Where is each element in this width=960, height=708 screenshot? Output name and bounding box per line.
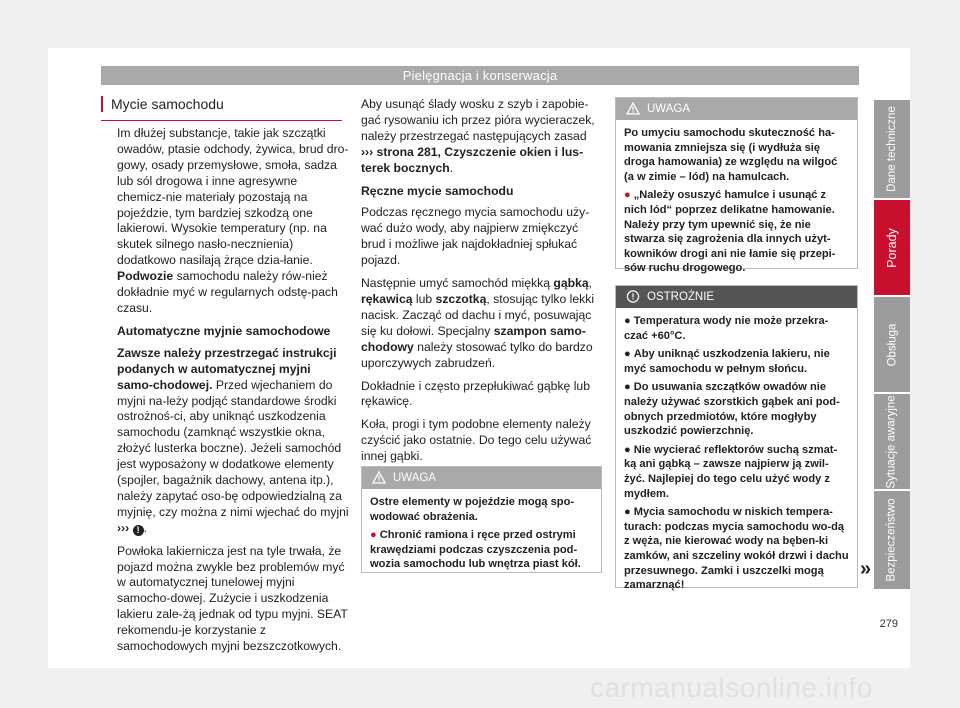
tab-obsluga[interactable] xyxy=(874,297,910,392)
text: Im dłużej substancje, takie jak szczątki owadów, ptasie odchody, żywica, brud dro-gowy, osady przemysłowe, smoła, sadza lub sól drogowa i inne agresywne chemicz-nie materiały pozostają na pojeździe, tym bardziej szkodzą one lakierowi. Wysokie temperatury (np. na skutek silnego nasło-necznienia) dodatkowo nasilają żrące dzia-łanie. xyxy=(117,126,349,268)
bullet-icon: ● xyxy=(370,529,377,542)
warning-circle-icon: ! xyxy=(133,525,144,536)
accent-bar xyxy=(101,96,103,112)
paragraph-hand-wash: Podczas ręcznego mycia samochodu uży-wać dużo wody, aby najpierw zmiękczyć brud i możliwe jak najdokładniej spłukać pojazd. xyxy=(361,205,590,268)
text: samochodu należy rów-nież dokładnie myć w regularnych odstę-pach czasu. xyxy=(117,269,338,315)
paragraph-intro xyxy=(117,126,349,317)
column-middle xyxy=(361,97,602,472)
paragraph-paint: Powłoka lakiernicza jest na tyle trwała, że pojazd można zwykle bez problemów myć w automatycznej tunelowej myjni samocho-dowej. Zużycie i uszkodzenia lakieru zale-żą jednak od typu myjni. SEAT rekomendu-je korzystanie z samochodowych myjni bezszczotkowych. xyxy=(117,543,348,654)
page-header: Pielęgnacja i konserwacja xyxy=(101,66,859,85)
caution-circle-icon xyxy=(626,290,640,303)
cross-reference-link[interactable]: ››› xyxy=(117,520,130,535)
caution-item xyxy=(624,380,849,438)
section-heading xyxy=(101,94,342,121)
text: Nie wycierać reflektorów suchą szmat-ką ani gąbką – zawsze najpierw ją zwil-żyć. Najlepiej do tego celu użyć wody z mydłem. xyxy=(624,443,838,500)
caution-item xyxy=(624,443,849,501)
caution-item xyxy=(624,347,849,376)
bold-instruction: Zawsze należy przestrzegać instrukcji podanych w automatycznej myjni samo-chodowej. xyxy=(117,345,337,392)
warning-title: UWAGA xyxy=(647,103,691,115)
bullet-icon: ● xyxy=(624,381,631,394)
bold-term: gąbką xyxy=(553,276,589,291)
paragraph-wheels: Koła, progi i tym podobne elementy należy czyścić jako ostatnie. Do tego celu używać innej gąbki. xyxy=(361,417,592,464)
caution-title: OSTROŻNIE xyxy=(647,291,715,303)
warning-intro: Po umyciu samochodu skuteczność ha-mowania zmniejsza się (i wydłuża się droga hamowania) ze względu na wilgoć (a w zimie – lód) na hamulcach. xyxy=(624,127,838,183)
caution-box xyxy=(615,285,858,592)
column-left xyxy=(117,126,349,662)
bullet-icon: ● xyxy=(624,348,631,361)
text: należy stosować tylko do bardzo uporczywych zabrudzeń. xyxy=(361,339,593,370)
tab-label: Sytuacje awaryjne xyxy=(886,394,899,489)
subheading-hand-wash: Ręczne mycie samochodu xyxy=(361,183,514,198)
paragraph-rinse: Dokładnie i często przepłukiwać gąbkę lub rękawicę. xyxy=(361,378,590,409)
tab-sytuacje-awaryjne[interactable] xyxy=(874,394,910,489)
paragraph-wax: Aby usunąć ślady wosku z szyb i zapobie-gać rysowaniu ich przez pióra wycieraczek, należy przestrzegać następujących zasad ››› strona 281, Czyszczenie okien i lus-terek bocznych. xyxy=(361,97,595,175)
caution-box-header xyxy=(616,286,857,308)
bold-term: szampon samo-chodowy xyxy=(361,323,586,354)
text: Mycia samochodu w niskich tempera-turach: podczas mycia samochodu wo-dą z węża, nie kierować wody na bęben-ki zamków, ani szczeliny wokół drzwi i dachu przesuwnego. Zamki i uszczelki mogą zamarznąć! xyxy=(624,506,849,592)
continue-arrow-icon: » xyxy=(860,558,872,580)
tab-label: Bezpieczeństwo xyxy=(886,498,899,582)
warning-intro: Ostre elementy w pojeździe mogą spo-wodować obrażenia. xyxy=(370,496,575,523)
bold-term: szczotką xyxy=(435,291,487,306)
warning-box-header xyxy=(362,467,601,489)
warning-box-body xyxy=(616,120,857,286)
tab-label: Obsługa xyxy=(886,323,898,366)
text: Do usuwania szczątków owadów nie należy używać szorstkich gąbek ani pod-obnych przedmiotów, które mogłyby uszkodzić powierzchnię. xyxy=(624,381,840,438)
warning-title: UWAGA xyxy=(393,472,437,484)
warning-box-body xyxy=(362,489,601,582)
warning-box-header xyxy=(616,98,857,120)
watermark: carmanualsonline.info xyxy=(590,672,873,703)
text: Przed wjechaniem do myjni na-leży podjąć standardowe środki ostrożnoś-ci, aby uniknąć uszkodzenia samochodu (zamknąć wszystkie okna, złożyć lusterka boczne). Jeżeli samochód jest wyposażony w dodatkowe elementy (spojler, bagażnik dachowy, antena itp.), należy zapytać oso-bę odpowiedzialną za myjnię, czy można z nimi wjechać do myjni xyxy=(117,377,349,519)
caution-item xyxy=(624,314,849,343)
text: „Należy osuszyć hamulce i usunąć z nich lód“ poprzez delikatne hamowanie. Należy przy tym upewnić się, że nie stwarza się zagrożenia dla innych użyt-kowników drogi ani nie łamie się przepi-sów ruchu drogowego. xyxy=(624,189,836,275)
text: Aby uniknąć uszkodzenia lakieru, nie myć samochodu w pełnym słońcu. xyxy=(624,348,830,375)
tab-bezpieczenstwo[interactable] xyxy=(874,491,910,589)
page-number: 279 xyxy=(879,618,898,630)
tab-dane-techniczne[interactable] xyxy=(874,100,910,198)
tab-porady[interactable] xyxy=(874,200,910,295)
warning-box-sharp-edges xyxy=(361,466,602,573)
paragraph-automatic-wash: Zawsze należy przestrzegać instrukcji podanych w automatycznej myjni samo-chodowej. Przed wjechaniem do myjni na-leży podjąć standardowe środki ostrożnoś-ci, aby uniknąć uszkodzenia samochodu (zamknąć wszystkie okna, złożyć lusterka boczne). Jeżeli samochód jest wyposażony w dodatkowe elementy (spojler, bagażnik dachowy, antena itp.), należy zapytać oso-bę odpowiedzialną za myjnię, czy można z nimi wjechać do myjni ››› ! . xyxy=(117,345,349,535)
warning-item xyxy=(624,188,849,276)
subheading-automatic-wash: Automatyczne myjnie samochodowe xyxy=(117,323,331,338)
text: Chronić ramiona i ręce przed ostrymi krawędziami podczas czyszczenia pod-wozia samochodu lub wnętrza piast kół. xyxy=(370,529,581,571)
bullet-icon: ● xyxy=(624,315,631,327)
text: Aby usunąć ślady wosku z szyb i zapobie-gać rysowaniu ich przez pióra wycieraczek, należy przestrzegać następujących zasad xyxy=(361,97,595,143)
cross-reference-link[interactable]: ››› strona 281, Czyszczenie okien i lus-terek bocznych xyxy=(361,144,584,175)
warning-box-brakes xyxy=(615,97,858,275)
text: Temperatura wody nie może przekra-czać +60°C. xyxy=(624,315,829,342)
paragraph-sponge xyxy=(361,276,602,371)
tab-label: Porady xyxy=(885,227,900,268)
warning-triangle-icon xyxy=(626,102,640,115)
warning-item xyxy=(370,528,593,572)
bullet-icon: ● xyxy=(624,506,631,519)
bullet-icon: ● xyxy=(624,443,631,456)
tab-label: Dane techniczne xyxy=(886,106,899,192)
bold-term: Podwozie xyxy=(117,269,174,284)
section-title: Mycie samochodu xyxy=(111,96,224,112)
text: Następnie umyć samochód miękką xyxy=(361,276,554,291)
text: , stosując tylko lekki nacisk. Zacząć od dachu i myć, posuwając się ku dołowi. Specjalny xyxy=(361,291,595,338)
bullet-icon: ● xyxy=(624,189,631,202)
caution-box-body xyxy=(616,308,857,603)
text: , xyxy=(588,276,593,291)
text: lub xyxy=(412,291,436,306)
bold-term: rękawicą xyxy=(361,291,413,306)
warning-triangle-icon xyxy=(372,471,386,484)
caution-item xyxy=(624,505,849,593)
